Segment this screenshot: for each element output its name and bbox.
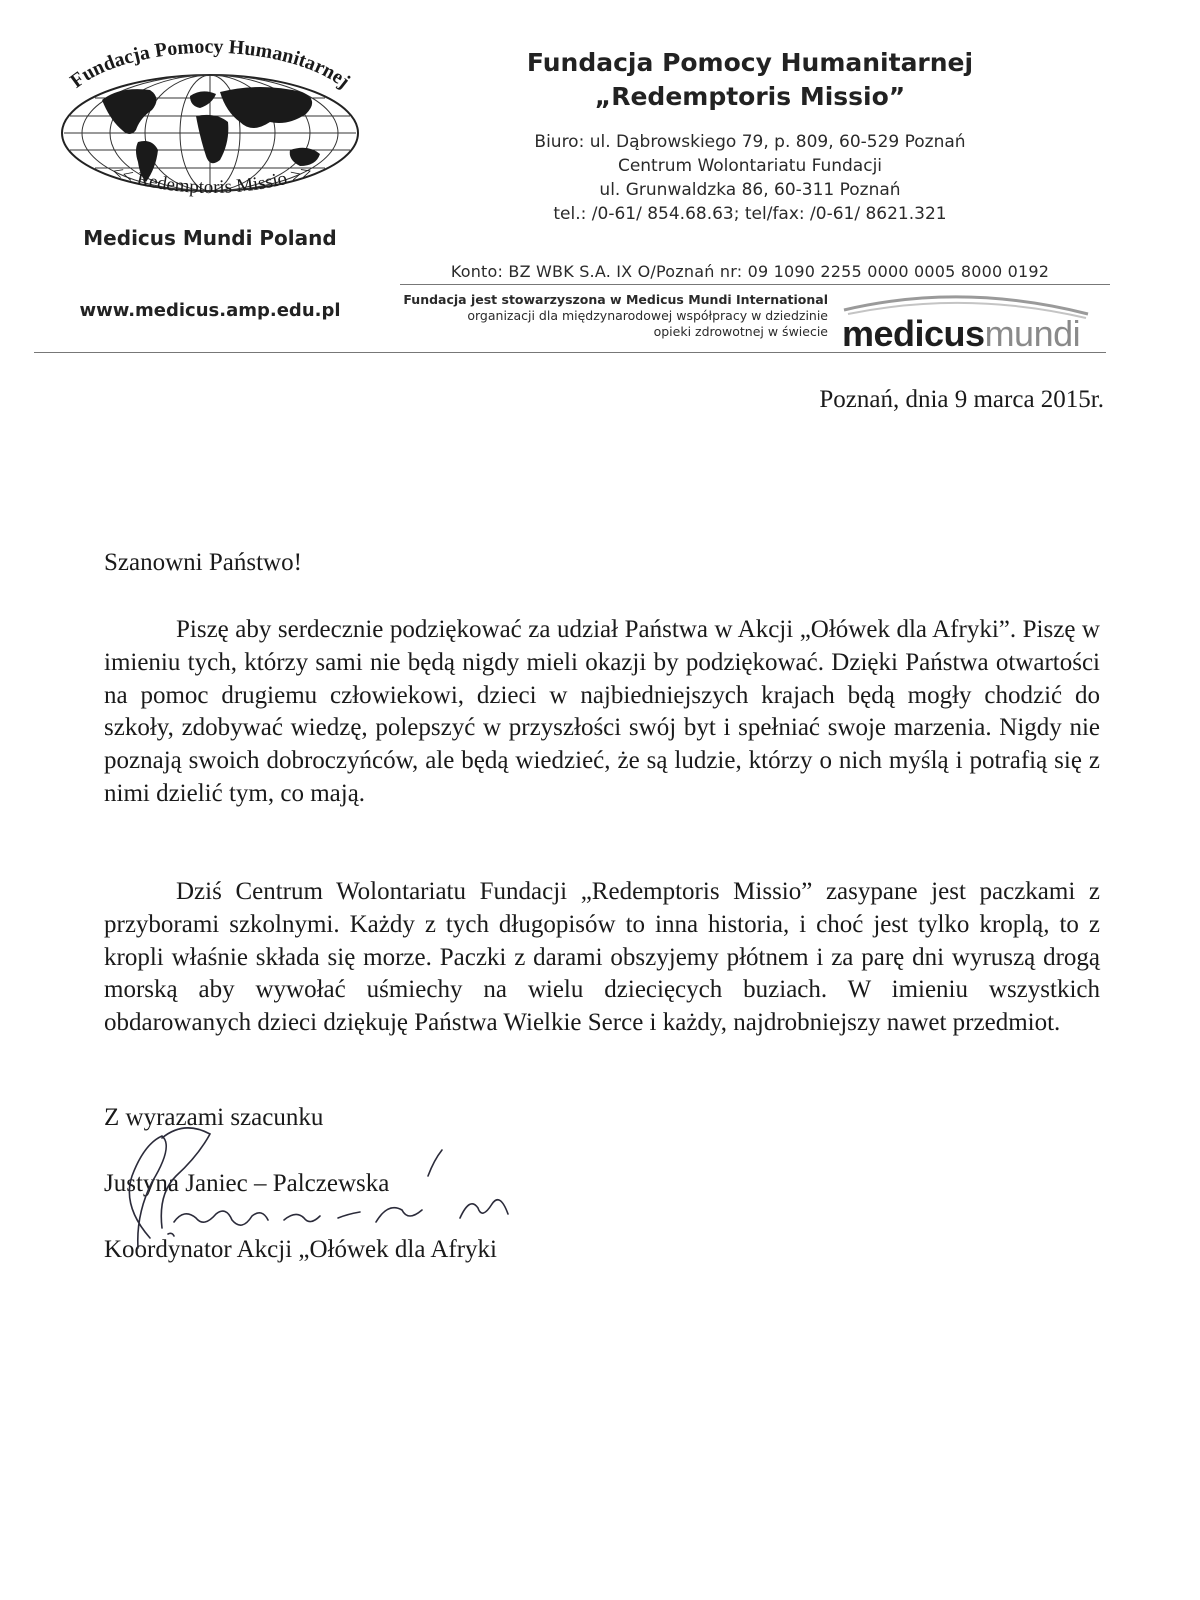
paragraph: Piszę aby serdecznie podziękować za udział Państwa w Akcji „Ołówek dla Afryki”. Piszę w imieniu tych, którzy sami nie będą nigdy mieli okazji by podziękować. Dzięki Państwa otwartości na pomoc drugiemu człowiekowi, dzieci w najbiedniejszych krajach będą mogły chodzić do szkoły, zdobywać wiedzę, polepszyć w przyszłości swój byt i spełniać swoje marzenia. Nigdy nie poznają swoich dobroczyńców, ale będą wiedzieć, że są ludzie, którzy o nich myślą i potrafią się z nimi dzielić tym, co mają. (104, 616, 1100, 807)
mm-logo-light: mundi (984, 313, 1081, 354)
foundation-logo (40, 38, 380, 218)
address-line: ul. Grunwaldzka 86, 60-311 Poznań (599, 180, 901, 200)
letterhead-divider (34, 352, 1106, 353)
signatory-role: Koordynator Akcji „Ołówek dla Afryki (104, 1236, 497, 1263)
letterhead-info (400, 46, 1100, 226)
address-line: Centrum Wolontariatu Fundacji (617, 156, 883, 176)
globe-icon (40, 38, 380, 218)
medicus-mundi-logo (842, 314, 1080, 354)
org-name-line2: „Redemptoris Missio” (594, 82, 906, 111)
membership-line: opieki zdrowotnej w świecie (653, 324, 828, 339)
letter-date: Poznań, dnia 9 marca 2015r. (819, 386, 1104, 413)
header-divider (400, 284, 1110, 285)
bank-account: Konto: BZ WBK S.A. IX O/Poznań nr: 09 1090 2255 0000 0005 8000 0192 (450, 262, 1050, 281)
address-line: tel.: /0-61/ 854.68.63; tel/fax: /0-61/ 8621.321 (553, 204, 947, 224)
handwritten-signature (92, 1110, 532, 1270)
logo-arc-bottom-text: << Redemptoris Missio >> (109, 161, 315, 199)
membership-bold-line: Fundacja jest stowarzyszona w Medicus Mundi International (403, 292, 828, 307)
tagline: Medicus Mundi Poland (83, 226, 337, 250)
org-name-line1: Fundacja Pomocy Humanitarnej (526, 48, 974, 77)
closing: Z wyrazami szacunku (104, 1104, 324, 1131)
address-block (400, 130, 1100, 226)
mm-logo-bold: medicus (842, 313, 985, 354)
membership-note (380, 292, 828, 340)
website-link[interactable]: www.medicus.amp.edu.pl (79, 300, 341, 321)
address-line: Biuro: ul. Dąbrowskiego 79, p. 809, 60-529 Poznań (534, 132, 966, 152)
membership-line: organizacji dla międzynarodowej współpracy w dziedzinie (467, 308, 828, 323)
logo-arc-top-text: Fundacja Pomocy Humanitarnej (66, 38, 355, 93)
greeting: Szanowni Państwo! (104, 549, 302, 576)
signatory-name: Justyna Janiec – Palczewska (104, 1170, 390, 1197)
paragraph: Dziś Centrum Wolontariatu Fundacji „Redemptoris Missio” zasypane jest paczkami z przyborami szkolnymi. Każdy z tych długopisów to inna historia, i choć jest tylko kroplą, to z kropli właśnie składa się morze. Paczki z darami obszyjemy płótnem i za parę dni wyruszą drogą morską aby wywołać uśmiechy na wielu dziecięcych buziach. W imieniu wszystkich obdarowanych dzieci dziękuję Państwa Wielkie Serce i każdy, najdrobniejszy nawet przedmiot. (104, 878, 1100, 1037)
